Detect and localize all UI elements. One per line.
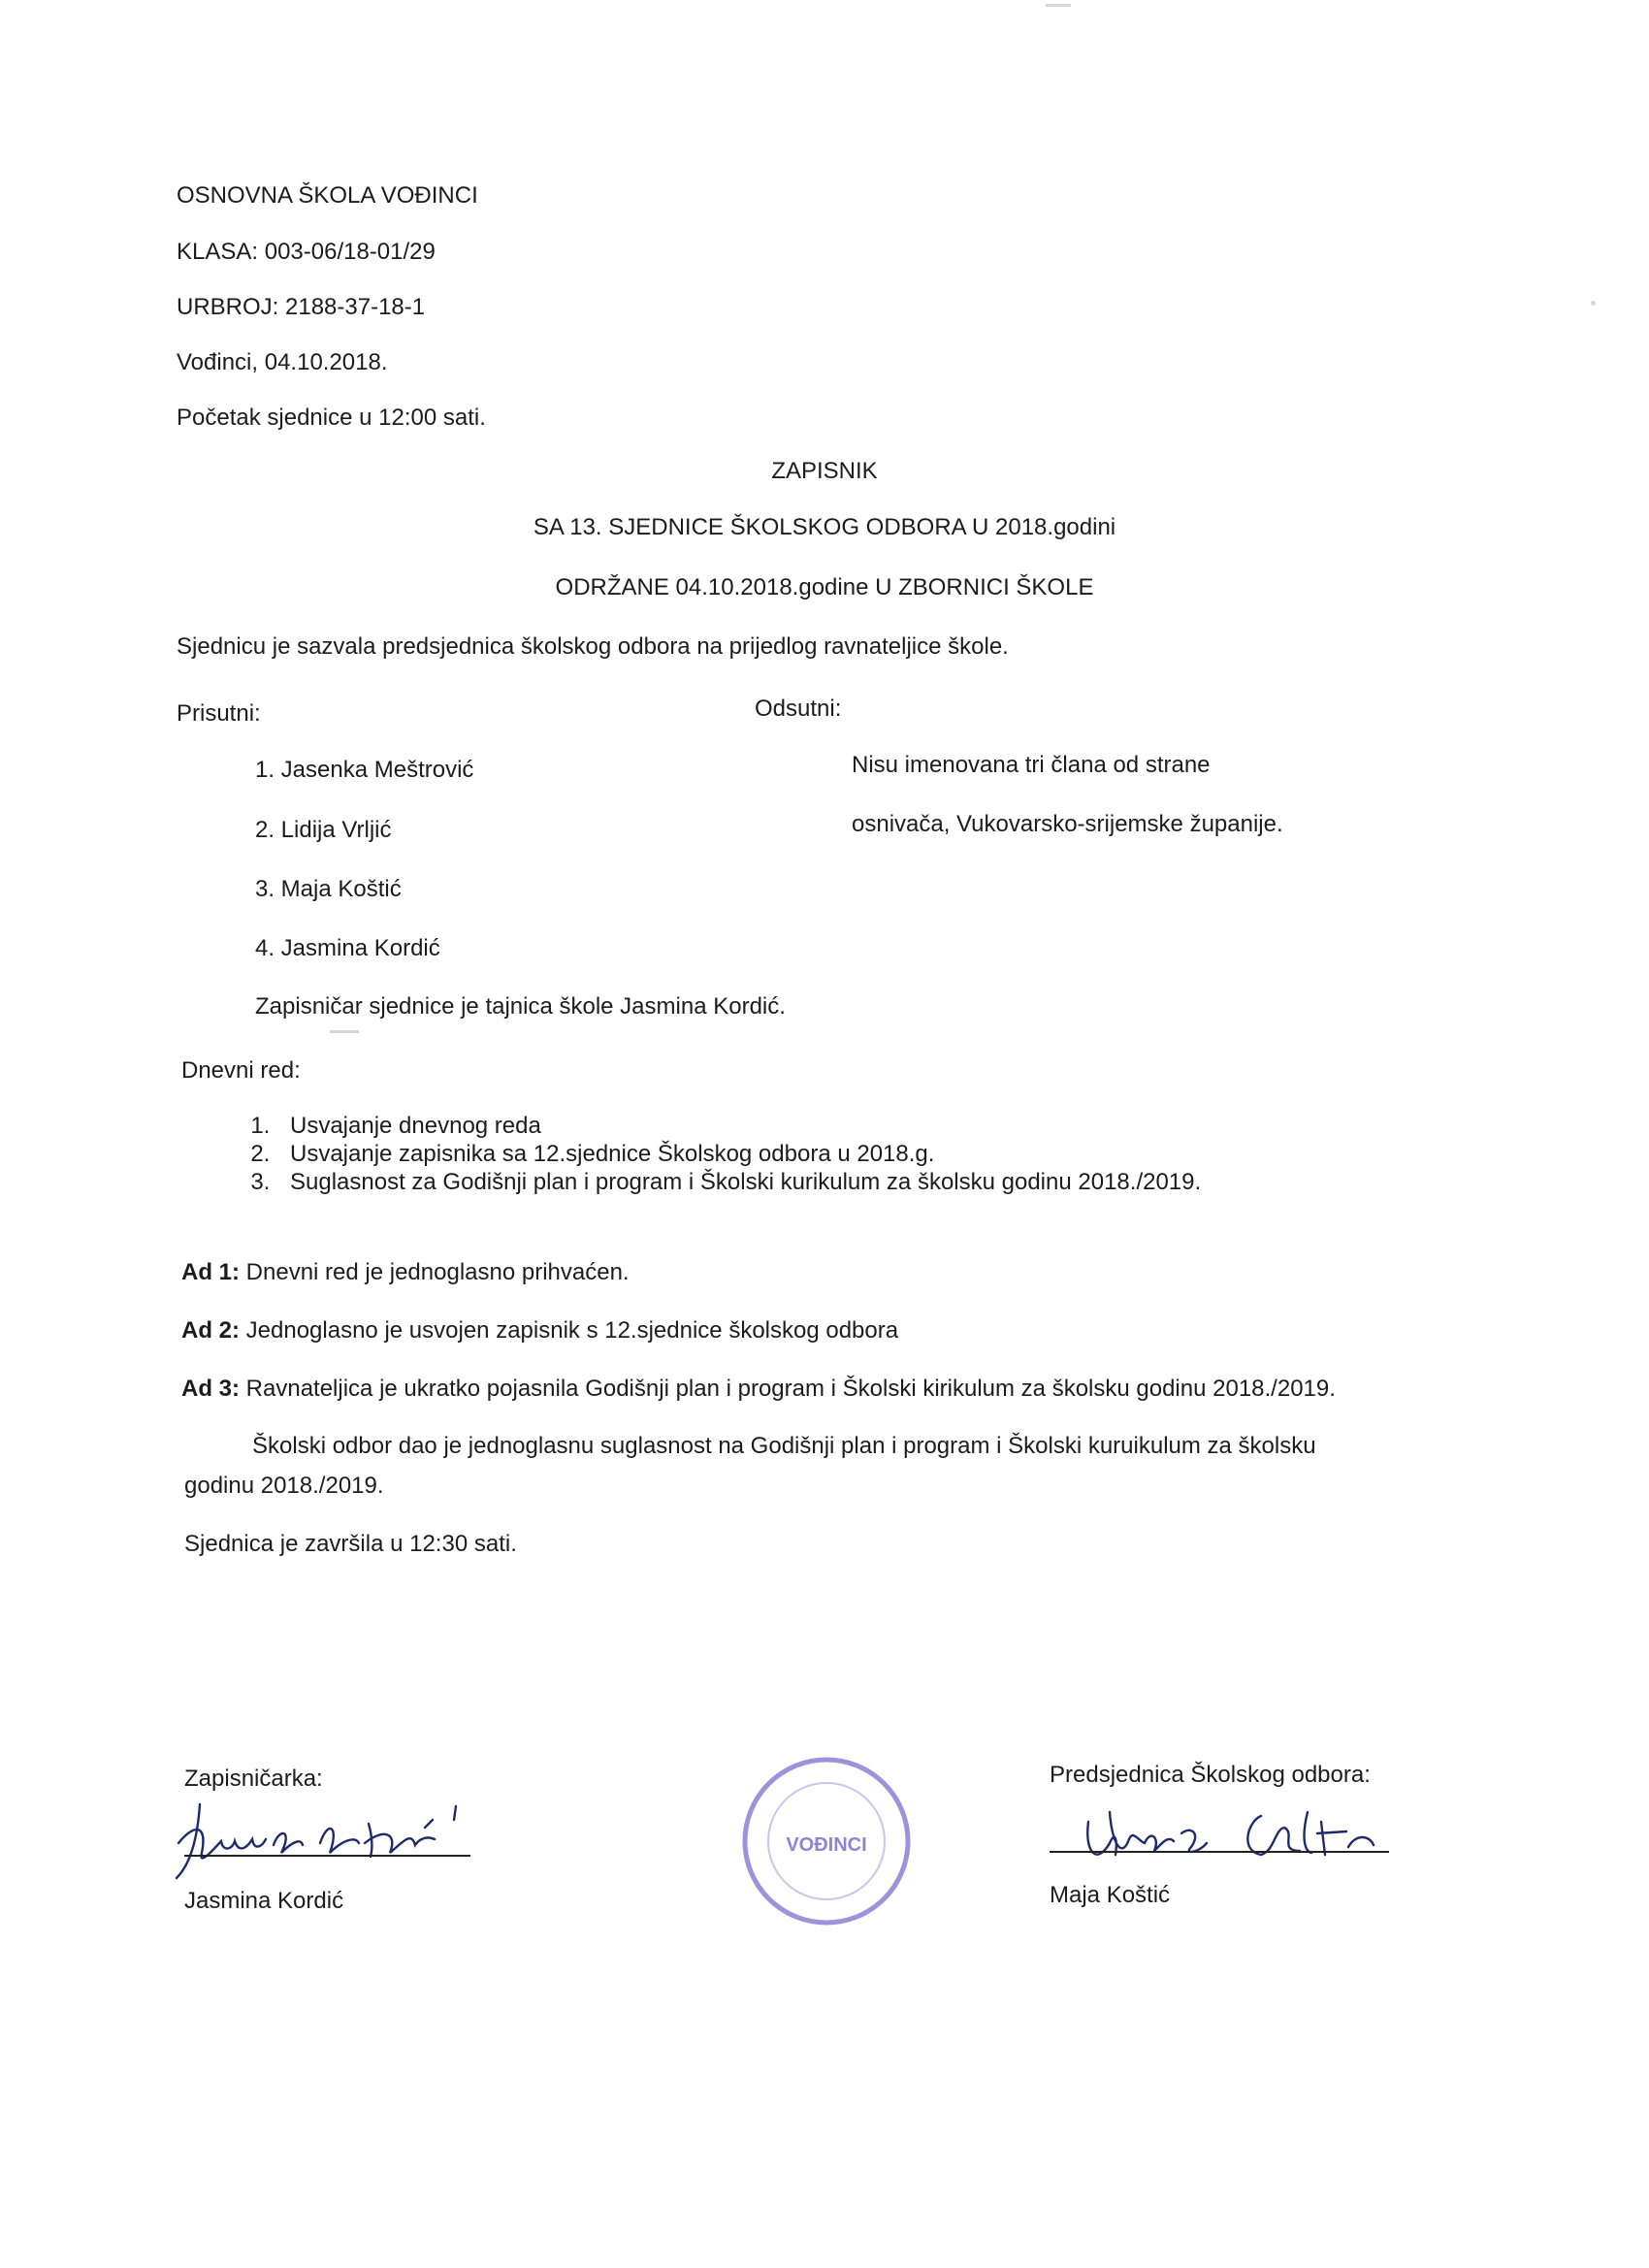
intro-paragraph: Sjednicu je sazvala predsjednica školskog odbora na prijedlog ravnateljice škole. — [177, 633, 1009, 660]
decision-paragraph: Školski odbor dao je jednoglasnu suglasnost na Godišnji plan i program i Školski kuruikulum za školsku — [252, 1433, 1316, 1459]
svg-text:VOĐINCI: VOĐINCI — [786, 1834, 867, 1856]
decision-paragraph-cont: godinu 2018./2019. — [184, 1473, 384, 1499]
president-title: Predsjednica Školskog odbora: — [1050, 1762, 1371, 1788]
ad-label: Ad 3: — [181, 1376, 240, 1402]
absent-label: Odsutni: — [755, 696, 842, 722]
scan-speck — [330, 1030, 359, 1033]
present-member: 2. Lidija Vrljić — [255, 817, 392, 843]
ad-label: Ad 2: — [181, 1317, 240, 1344]
president-name: Maja Koštić — [1050, 1882, 1171, 1908]
absent-note: Nisu imenovana tri člana od strane — [852, 752, 1211, 778]
present-label: Prisutni: — [177, 700, 261, 727]
session-start: Početak sjednice u 12:00 sati. — [177, 405, 486, 431]
klasa: KLASA: 003-06/18-01/29 — [177, 239, 436, 265]
president-signature — [1067, 1783, 1387, 1890]
ad-text: Jednoglasno je usvojen zapisnik s 12.sjednice školskog odbora — [240, 1317, 899, 1344]
recorder-signature-line — [184, 1855, 470, 1857]
present-member: 3. Maja Koštić — [255, 876, 402, 902]
ad-text: Dnevni red je jednoglasno prihvaćen. — [240, 1259, 630, 1285]
recorder-title: Zapisničarka: — [184, 1766, 323, 1792]
place-date: Vođinci, 04.10.2018. — [177, 349, 388, 375]
present-member: 4. Jasmina Kordić — [255, 935, 440, 961]
recorder-note: Zapisničar sjednice je tajnica škole Jasmina Kordić. — [255, 993, 786, 1020]
recorder-signature — [165, 1785, 485, 1892]
scan-speck — [1591, 301, 1596, 306]
school-name: OSNOVNA ŠKOLA VOĐINCI — [177, 182, 478, 209]
scan-speck — [1046, 4, 1071, 7]
agenda-item: 1. Usvajanje dnevnog reda — [276, 1112, 1201, 1140]
present-member: 1. Jasenka Meštrović — [255, 757, 474, 783]
absent-note: osnivača, Vukovarsko-srijemske županije. — [852, 811, 1283, 837]
document-subtitle-2: ODRŽANE 04.10.2018.godine U ZBORNICI ŠKOLE — [555, 574, 1094, 600]
ad-item — [181, 1317, 898, 1345]
urbroj: URBROJ: 2188-37-18-1 — [177, 294, 426, 320]
ad-label: Ad 1: — [181, 1259, 240, 1285]
session-end: Sjednica je završila u 12:30 sati. — [184, 1531, 517, 1557]
agenda-list — [226, 1112, 1201, 1196]
ad-item — [181, 1259, 630, 1286]
agenda-label: Dnevni red: — [181, 1057, 301, 1084]
ad-text: Ravnateljica je ukratko pojasnila Godišnji plan i program i Školski kirikulum za školsku godinu 2018./2019. — [240, 1376, 1336, 1402]
recorder-name: Jasmina Kordić — [184, 1888, 344, 1914]
agenda-item: 2. Usvajanje zapisnika sa 12.sjednice Školskog odbora u 2018.g. — [276, 1140, 1201, 1168]
document-title: ZAPISNIK — [771, 458, 878, 484]
ad-item — [181, 1376, 1336, 1403]
president-signature-line — [1050, 1851, 1389, 1853]
agenda-item: 3. Suglasnost za Godišnji plan i program i Školski kurikulum za školsku godinu 2018./2019. — [276, 1168, 1201, 1196]
document-subtitle: SA 13. SJEDNICE ŠKOLSKOG ODBORA U 2018.godini — [533, 514, 1116, 540]
school-stamp — [729, 1746, 923, 1940]
